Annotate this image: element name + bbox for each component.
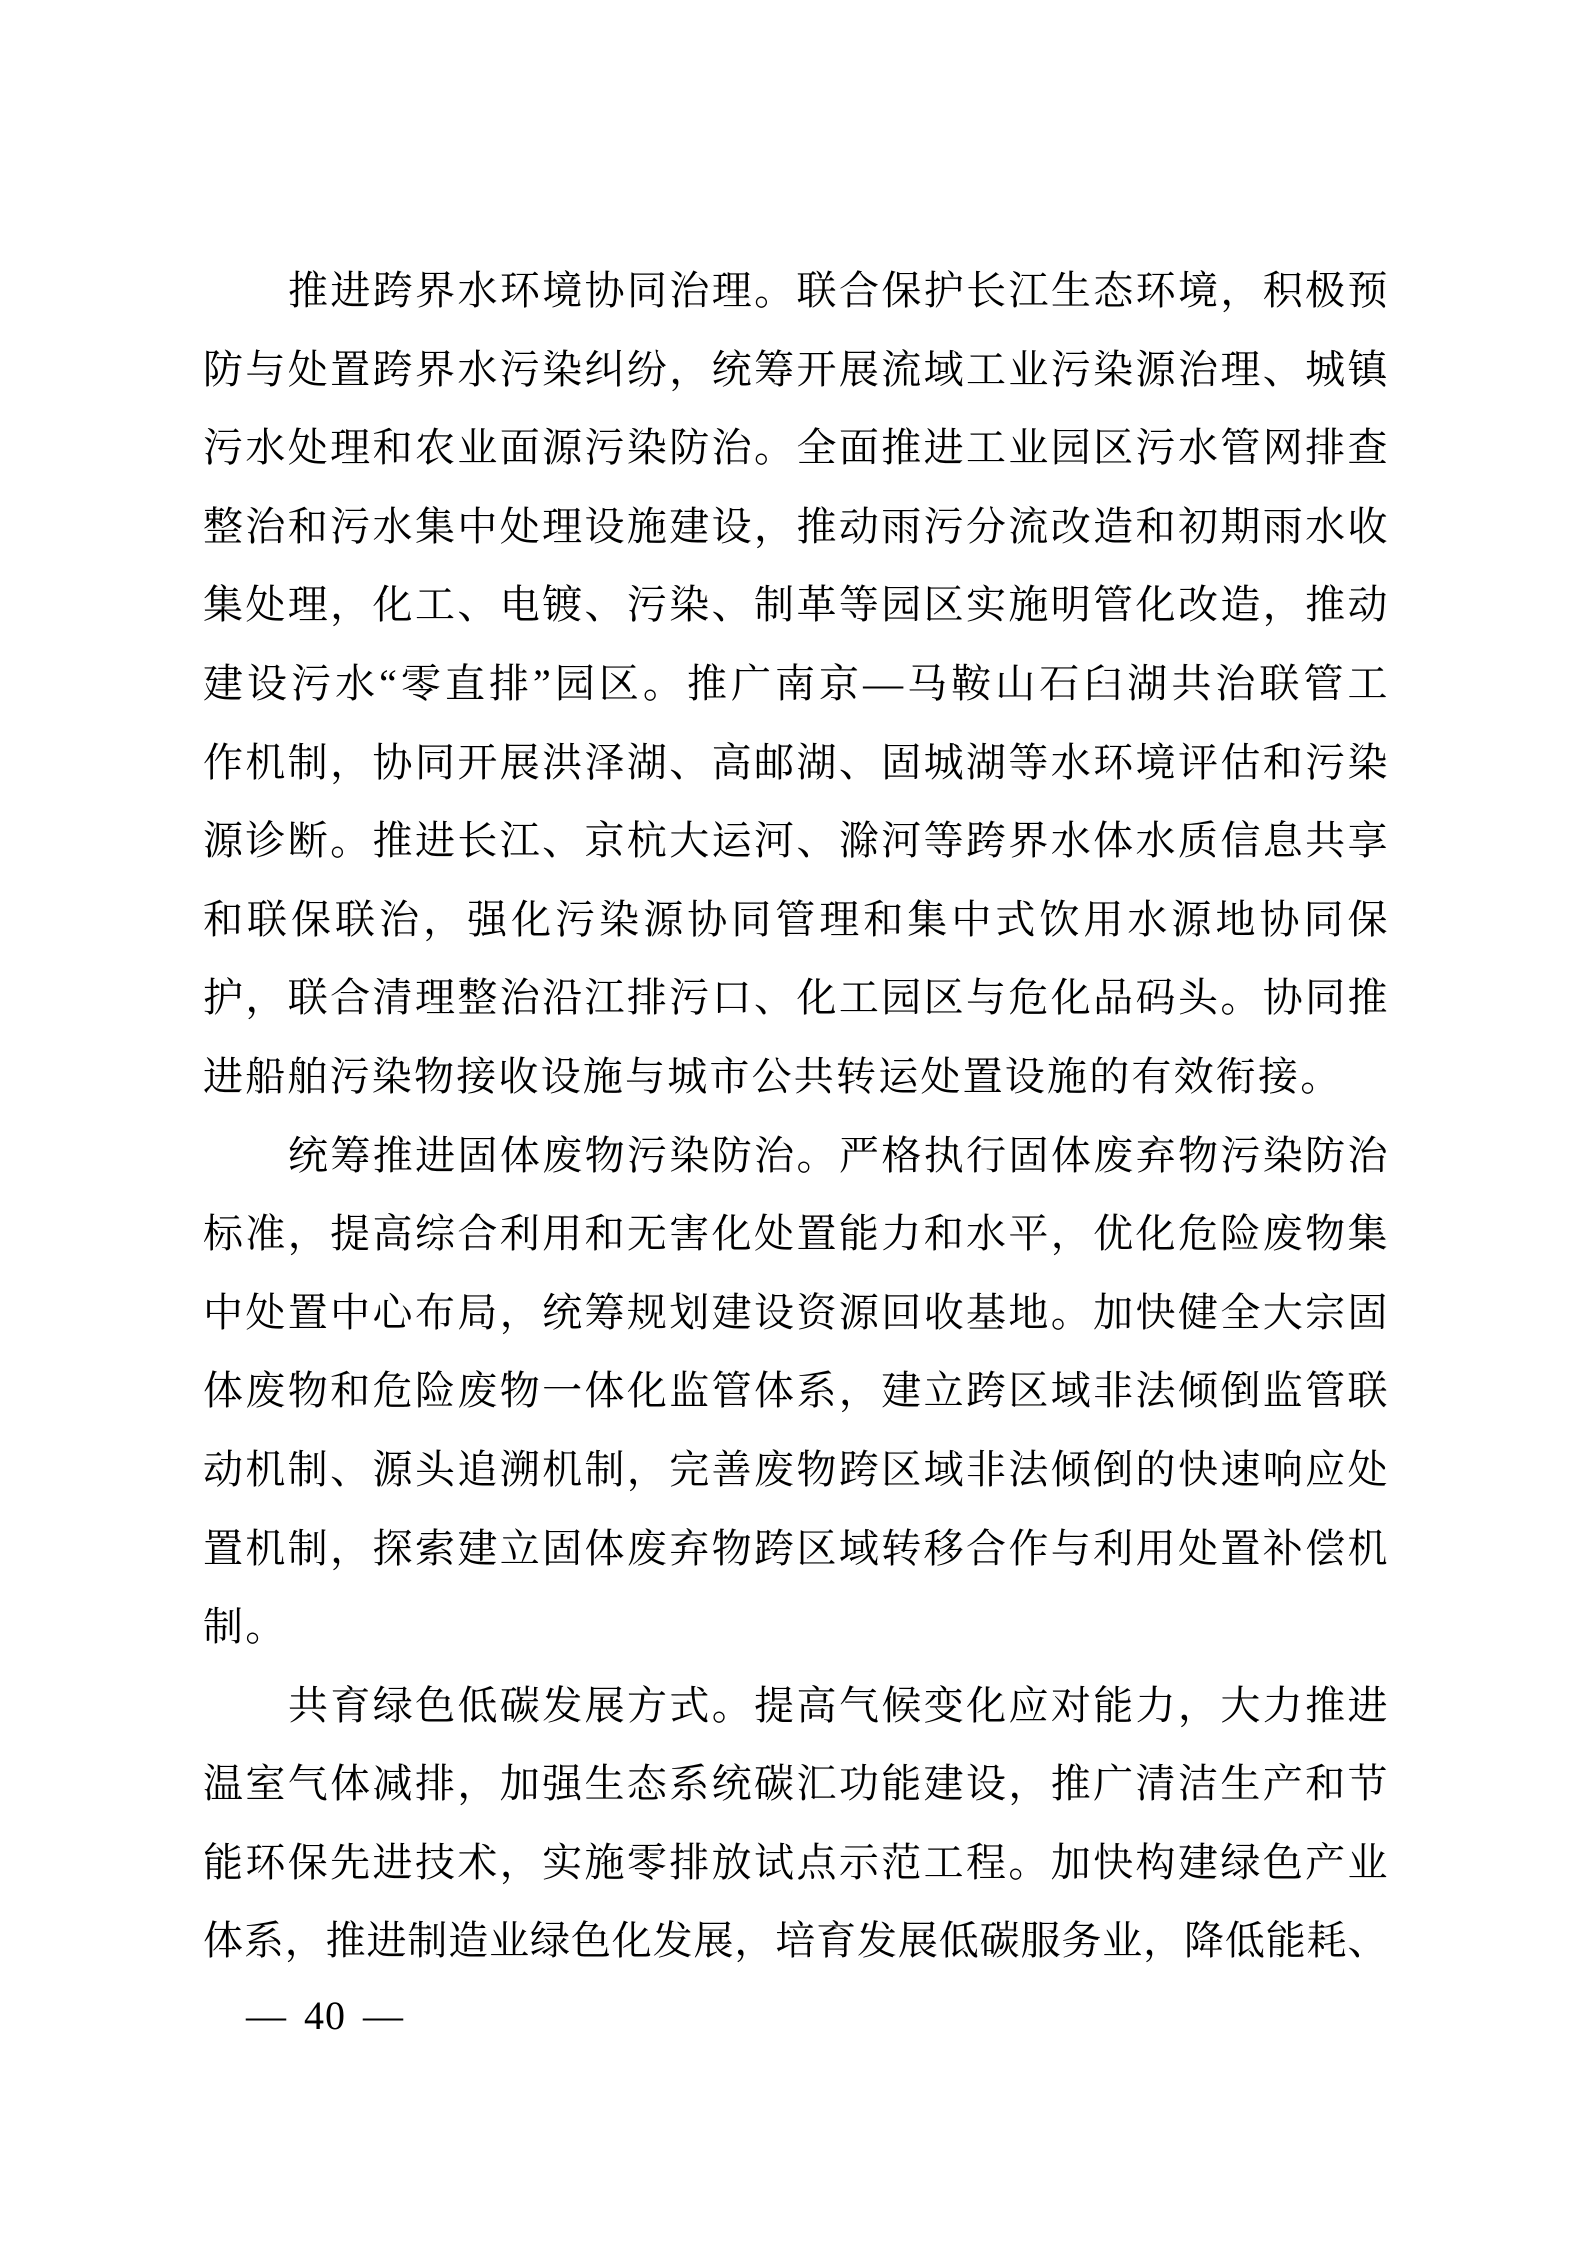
text-line: 污水处理和农业面源污染防治。全面推进工业园区污水管网排查 (203, 425, 1388, 471)
text-line: 标准，提高综合利用和无害化处置能力和水平，优化危险废物集 (203, 1211, 1388, 1257)
text-line: 置机制，探索建立固体废弃物跨区域转移合作与利用处置补偿机 (203, 1525, 1388, 1571)
text-line: 防与处置跨界水污染纠纷，统筹开展流域工业污染源治理、城镇 (203, 346, 1388, 392)
text-line: 能环保先进技术，实施零排放试点示范工程。加快构建绿色产业 (203, 1839, 1388, 1885)
text-line: 温室气体减排，加强生态系统碳汇功能建设，推广清洁生产和节 (203, 1761, 1388, 1807)
text-line: 共育绿色低碳发展方式。提高气候变化应对能力，大力推进 (288, 1682, 1388, 1728)
text-line: 护，联合清理整治沿江排污口、化工园区与危化品码头。协同推 (203, 975, 1388, 1021)
text-line: 和联保联治，强化污染源协同管理和集中式饮用水源地协同保 (203, 896, 1388, 942)
text-line: 体系，推进制造业绿色化发展，培育发展低碳服务业，降低能耗、 (203, 1918, 1388, 1964)
text-line: 作机制，协同开展洪泽湖、高邮湖、固城湖等水环境评估和污染 (203, 739, 1388, 785)
text-line: 中处置中心布局，统筹规划建设资源回收基地。加快健全大宗固 (203, 1289, 1388, 1335)
text-line: 整治和污水集中处理设施建设，推动雨污分流改造和初期雨水收 (203, 503, 1388, 549)
text-line: 源诊断。推进长江、京杭大运河、滁河等跨界水体水质信息共享 (203, 818, 1388, 864)
text-line: 制。 (203, 1604, 288, 1650)
text-line: 动机制、源头追溯机制，完善废物跨区域非法倾倒的快速响应处 (203, 1446, 1388, 1492)
text-line: 建设污水“零直排”园区。推广南京—马鞍山石臼湖共治联管工 (203, 660, 1388, 706)
page-number: — 40 — (246, 1993, 404, 2038)
document-body (203, 252, 1388, 1981)
text-line: 推进跨界水环境协同治理。联合保护长江生态环境，积极预 (288, 268, 1388, 313)
text-line: 统筹推进固体废物污染防治。严格执行固体废弃物污染防治 (288, 1132, 1388, 1178)
text-line: 体废物和危险废物一体化监管体系，建立跨区域非法倾倒监管联 (203, 1368, 1388, 1414)
text-line: 进船舶污染物接收设施与城市公共转运处置设施的有效衔接。 (203, 1053, 1343, 1099)
text-line: 集处理，化工、电镀、污染、制革等园区实施明管化改造，推动 (203, 582, 1388, 628)
